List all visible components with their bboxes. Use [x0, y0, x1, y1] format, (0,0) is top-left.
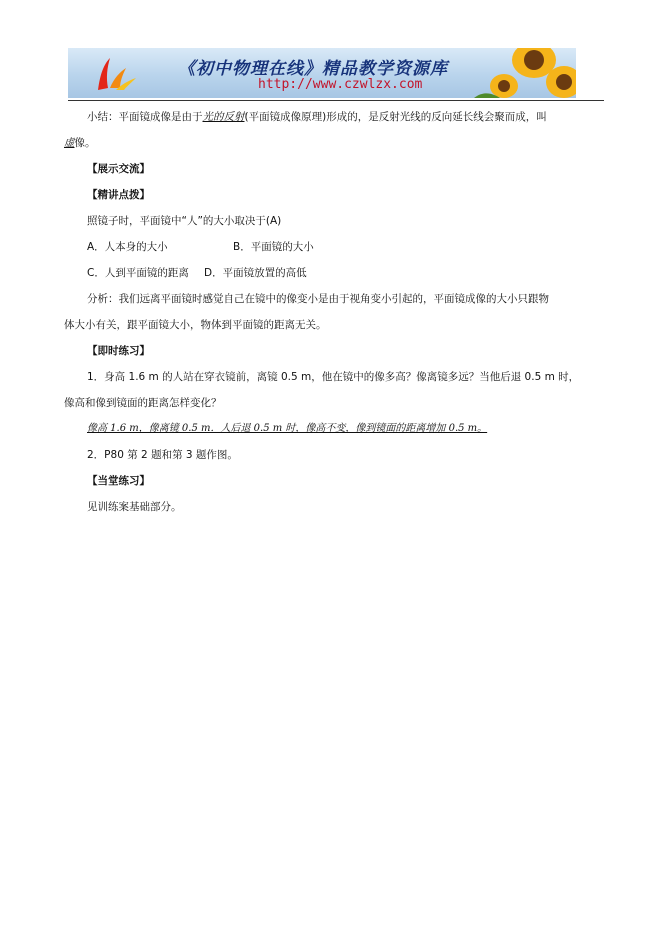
section-practice-heading: 【即时练习】 [87, 345, 150, 357]
summary-line-1 [64, 104, 602, 130]
header-banner [68, 48, 576, 98]
site-logo-icon [90, 54, 140, 94]
option-d: D．平面镜放置的高低 [204, 267, 307, 279]
section-display-heading: 【展示交流】 [87, 163, 150, 175]
section-class-heading: 【当堂练习】 [87, 475, 150, 487]
summary-line-2 [64, 130, 602, 156]
banner-title: 《初中物理在线》精品教学资源库 [178, 59, 448, 79]
banner-url: http://www.czwlzx.com [258, 77, 423, 92]
section-explain-heading: 【精讲点拨】 [87, 189, 150, 201]
options-row-1 [64, 234, 602, 260]
sunflower-icon [464, 48, 576, 98]
option-b: B．平面镜的大小 [233, 241, 314, 253]
summary-middle: (平面镜成像原理)形成的，是反射光线的反向延长线会聚而成，叫 [244, 111, 547, 123]
question-text: 照镜子时，平面镜中“人”的大小取决于(A) [87, 215, 282, 227]
class-exercise-text: 见训练案基础部分。 [87, 501, 182, 513]
summary-suffix: 像。 [74, 137, 96, 149]
option-c: C．人到平面镜的距离 [87, 267, 189, 279]
practice-1-line-2: 像高和像到镜面的距离怎样变化？ [64, 397, 222, 409]
practice-1-line-1: 1．身高 1.6 m 的人站在穿衣镜前，离镜 0.5 m，他在镜中的像多高？像离镜多远？当他后退 0.5 m 时， [87, 371, 580, 383]
summary-handwritten-answer-2: 虚 [64, 137, 75, 149]
practice-1-handwritten-answer: 像高 1.6 m，像离镜 0.5 m．人后退 0.5 m 时，像高不变，像到镜面的距离增加 0.5 m。 [87, 423, 488, 434]
summary-handwritten-answer: 光的反射 [202, 111, 245, 123]
option-a: A．人本身的大小 [87, 241, 168, 253]
document-body [64, 104, 602, 520]
summary-prefix: 小结：平面镜成像是由于 [87, 111, 203, 123]
practice-2: 2．P80 第 2 题和第 3 题作图。 [87, 449, 238, 461]
analysis-line-1: 分析：我们远离平面镜时感觉自己在镜中的像变小是由于视角变小引起的，平面镜成像的大小只跟物 [87, 293, 549, 305]
analysis-line-2: 体大小有关，跟平面镜大小，物体到平面镜的距离无关。 [64, 319, 327, 331]
header-divider [68, 100, 604, 101]
options-row-2 [64, 260, 602, 286]
